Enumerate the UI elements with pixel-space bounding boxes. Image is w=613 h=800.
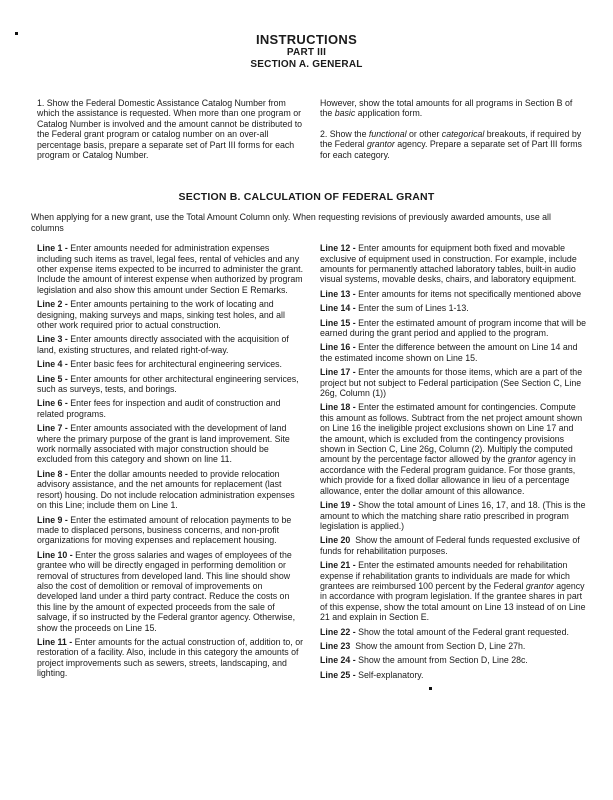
text-run: or other: [406, 128, 442, 139]
section-a-right-column: [320, 98, 586, 170]
line-label: Line 12 -: [320, 243, 359, 254]
text-run: Enter the dollar amounts needed to provide relocation advisory assistance, and the net amounts for replacement (last resort) housing. Do not include relocation administration expenses on this Line; include them on Line 1.: [37, 468, 295, 511]
text-run: functional: [368, 128, 407, 139]
line-label: Line 20: [320, 535, 356, 546]
section-b-instructions: [0, 233, 613, 684]
instruction-line-23: [320, 641, 586, 651]
line-label: Line 3 -: [37, 334, 71, 345]
instruction-line-1: [37, 243, 303, 295]
instruction-line-12: [320, 243, 586, 285]
text-run: Enter amounts needed for administration expenses including such items as travel, legal fees, rental of vehicles and any other expense items expected to be incurred to administer the grant. Include the amount of interest expense when authorized by program legislation and also show this amount under Section E Remarks.: [37, 243, 304, 295]
doc-part-label: PART III: [286, 47, 327, 59]
line-label: Line 7 -: [37, 423, 71, 434]
line-label: Line 11 -: [37, 636, 75, 647]
text-run: Enter basic fees for architectural engineering services.: [70, 359, 282, 370]
text-run: Enter the estimated amount of relocation payments to be made to displaced persons, business concerns, and non-profit organizations for moving expenses and replacement housing.: [37, 514, 292, 546]
line-label: Line 16 -: [320, 342, 359, 353]
instruction-line-16: [320, 342, 586, 363]
text-run: categorical: [441, 128, 485, 139]
instruction-line-22: [320, 627, 586, 637]
line-label: Line 23: [320, 640, 356, 651]
text-run: Self-explanatory.: [358, 669, 424, 680]
line-label: Line 19 -: [320, 500, 359, 511]
text-run: Enter amounts for equipment both fixed and movable exclusive of equipment used in construction. For example, include amounts for permanently attached laboratory tables, built-in audio visual systems, movable desks, chairs, and laboratory equipment.: [320, 243, 577, 285]
document-header: [0, 0, 613, 71]
text-run: Show the total amount of Lines 16, 17, and 18. (This is the amount to which the matching share ratio prescribed in program legislation is applied.): [320, 500, 586, 531]
line-label: Line 17 -: [320, 367, 359, 378]
instruction-line-6: [37, 398, 303, 419]
line-label: Line 10 -: [37, 549, 76, 560]
paragraph: [37, 98, 303, 160]
text-run: application form.: [355, 108, 423, 119]
instructions-left-column: [37, 243, 303, 684]
paragraph: [320, 129, 586, 160]
instruction-line-21: [320, 560, 586, 622]
scan-artifact-dot: [429, 687, 432, 690]
text-run: Enter the estimated amounts needed for rehabilitation expense if rehabilitation grants to individuals are made for which grantees are reimbursed 100 percent by the Federal: [320, 560, 570, 591]
text-run: Enter amounts pertaining to the work of locating and designing, making surveys and maps, sinking test holes, and all other work required prior to actual construction.: [37, 299, 285, 331]
section-a-left-column: [37, 98, 303, 170]
text-run: agency. Prepare a separate set of Part III forms for each category.: [320, 139, 582, 160]
text-run: Show the amount of Federal funds requested exclusive of funds for rehabilitation purposes.: [320, 535, 580, 556]
line-label: Line 21 -: [320, 560, 359, 571]
instructions-right-column: [320, 243, 586, 684]
instruction-line-3: [37, 334, 303, 355]
instruction-line-4: [37, 359, 303, 369]
text-run: Enter the difference between the amount on Line 14 and the estimated income shown on Line 15.: [320, 342, 578, 363]
instruction-line-2: [37, 299, 303, 330]
text-run: Enter the gross salaries and wages of employees of the grantee who will be directly engaged in performing demolition or removal of structures from developed land. This line should show also the cost of demolition or removal of improvements on developed land under a third party contract. Reduce the costs on this line by the amount of expected proceeds from the sale of salvage, if so instructed by the Federal grantor agency. Otherwise, show the proceeds on Line 15.: [37, 549, 296, 633]
text-run: basic: [334, 108, 356, 119]
text-run: Enter the estimated amount for contingencies. Compute this amount as follows. Subtract from the net project amount shown on Line 16 the ineligible project exclusions shown on Line 17 and the amount, which is excluded from the contingency provisions shown in Section C, Line 26g, Column (2). Multiply the computed amount by the percentage factor allowed by the: [320, 402, 583, 465]
section-a-general: [0, 71, 613, 170]
line-label: Line 9 -: [37, 514, 71, 525]
text-run: Enter the estimated amount of program income that will be earned during the grant period and applied to the program.: [320, 317, 586, 339]
line-label: Line 14 -: [320, 303, 359, 314]
line-label: Line 24 -: [320, 655, 359, 666]
instruction-line-14: [320, 303, 586, 313]
text-run: 2. Show the: [320, 128, 369, 139]
line-label: Line 22 -: [320, 626, 359, 637]
instruction-line-7: [37, 423, 303, 465]
instruction-line-9: [37, 515, 303, 546]
line-label: Line 1 -: [37, 243, 71, 254]
section-b-intro: When applying for a new grant, use the Total Amount Column only. When requesting revisions of previously awarded amounts, use all columns: [31, 212, 551, 233]
line-label: Line 5 -: [37, 373, 71, 384]
text-run: Show the amount from Section D, Line 27h.: [355, 640, 526, 651]
line-label: Line 8 -: [37, 468, 71, 479]
instruction-line-13: [320, 289, 586, 299]
instruction-line-5: [37, 374, 303, 395]
text-run: Show the total amount of the Federal grant requested.: [358, 626, 569, 637]
instruction-line-15: [320, 318, 586, 339]
instruction-line-17: [320, 367, 586, 398]
text-run: agency in accordance with program legislation. If the grantee shares in part of this expense, show the total amount on Line 13 instead of on Line 21 and explain in Section E.: [320, 580, 586, 623]
instruction-line-19: [320, 500, 586, 531]
instruction-line-10: [37, 550, 303, 633]
scan-artifact-dot: [15, 32, 18, 35]
line-label: Line 25 -: [320, 669, 359, 680]
text-run: agency in accordance with the Federal program guidance. For those grants, which provide for a fixed dollar allowance in lieu of a percentage allowance, enter the dollar amount of this allowance.: [320, 454, 576, 496]
instruction-line-20: [320, 535, 586, 556]
instruction-line-11: [37, 637, 303, 679]
text-run: Enter amounts for the actual construction of, addition to, or restoration of a facility. Also, include in this category the amounts of project improvements such as sewers, streets, landscaping, and lighting.: [37, 636, 304, 679]
line-label: Line 4 -: [37, 359, 71, 370]
line-label: Line 2 -: [37, 299, 71, 310]
text-run: breakouts, if required by the Federal: [320, 128, 582, 150]
text-run: grantor: [507, 454, 536, 465]
paragraph: [320, 98, 586, 119]
line-label: Line 6 -: [37, 398, 71, 409]
text-run: grantor: [366, 139, 395, 150]
line-label: Line 15 -: [320, 317, 359, 328]
text-run: 1. Show the Federal Domestic Assistance Catalog Number from which the assistance is requested. When more than one program or Catalog Number is involved and the amount cannot be distributed to the Federal grant program or catalog number on an over-all percentage basis, prepare a separate set of Part III forms for each program or Catalog Number.: [37, 97, 303, 160]
instruction-line-18: [320, 402, 586, 496]
line-label: Line 18 -: [320, 402, 359, 413]
text-run: However, show the total amounts for all programs in Section B of the: [320, 97, 573, 119]
text-run: grantor: [525, 580, 554, 591]
text-run: Show the amount from Section D, Line 28c.: [358, 655, 528, 666]
text-run: Enter the amounts for those items, which are a part of the project but not subject to Federal participation (See Section C, Line 26g, Column (1)): [320, 367, 583, 399]
text-run: Enter amounts associated with the development of land where the primary purpose of the grant is land improvement. Site work normally associated with major construction should be excluded from this category and shown on line 11.: [37, 423, 290, 465]
section-a-heading: SECTION A. GENERAL: [250, 59, 363, 71]
text-run: Enter amounts for other architectural engineering services, such as surveys, tests, and borings.: [37, 373, 299, 395]
text-run: Enter amounts directly associated with the acquisition of land, existing structures, and related right-of-way.: [37, 334, 289, 355]
instruction-line-8: [37, 469, 303, 511]
line-label: Line 13 -: [320, 288, 359, 299]
text-run: Enter amounts for items not specifically mentioned above: [358, 288, 582, 299]
section-b-heading: SECTION B. CALCULATION OF FEDERAL GRANT: [178, 191, 435, 204]
doc-title: INSTRUCTIONS: [255, 32, 358, 47]
instruction-line-25: [320, 670, 586, 680]
text-run: Enter the sum of Lines 1-13.: [358, 303, 469, 314]
text-run: Enter fees for inspection and audit of construction and related programs.: [37, 398, 281, 419]
instruction-line-24: [320, 655, 586, 665]
